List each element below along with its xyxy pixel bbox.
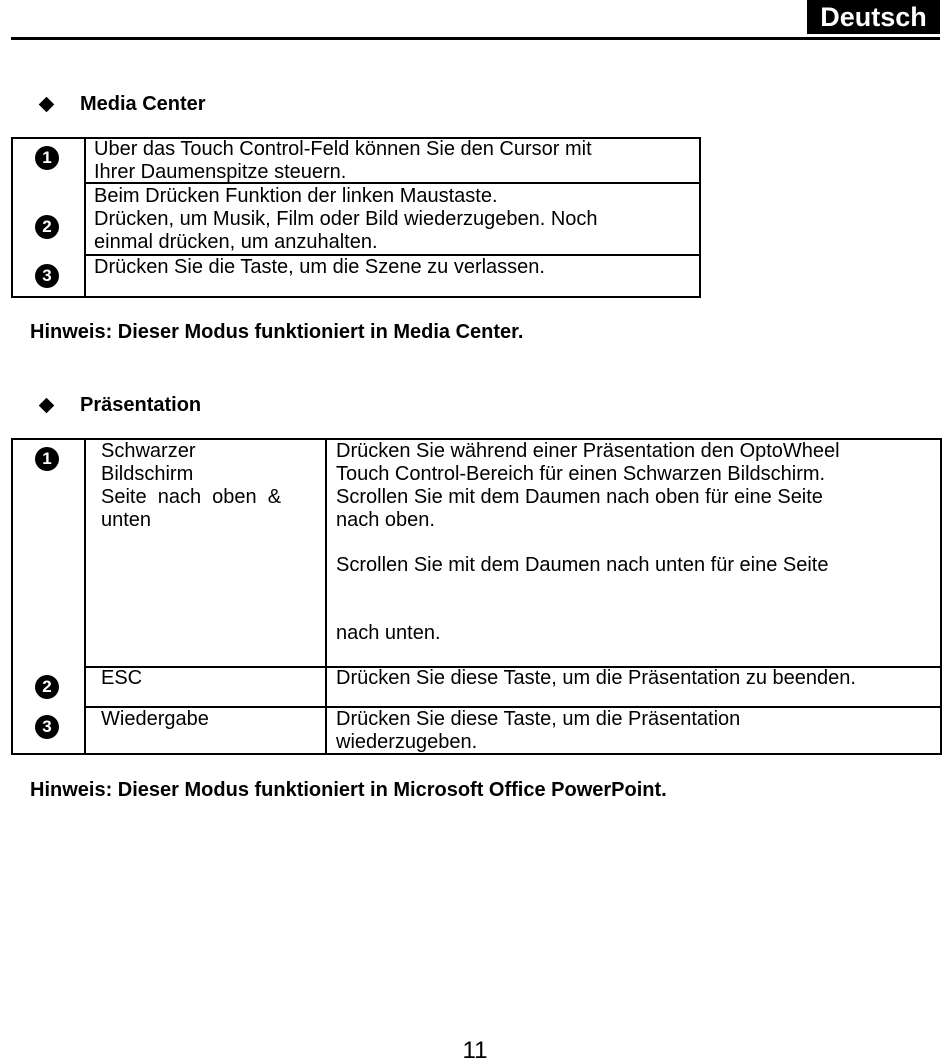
number-2-badge: 2 <box>35 675 59 699</box>
presentation-note: Hinweis: Dieser Modus funktioniert in Microsoft Office PowerPoint. <box>30 779 667 801</box>
presentation-row-1-desc-2: Scrollen Sie mit dem Daumen nach unten für eine Seite <box>336 554 829 576</box>
number-3-badge: 3 <box>35 715 59 739</box>
presentation-row-1-desc: Drücken Sie während einer Präsentation den OptoWheel Touch Control-Bereich für einen Schwarzen Bildschirm. Scrollen Sie mit dem Daumen nach oben für eine Seite nach oben. <box>336 440 840 531</box>
media-center-row-1-text: Uber das Touch Control-Feld können Sie den Cursor mit Ihrer Daumenspitze steuern. <box>94 138 592 183</box>
presentation-row-2-desc: Drücken Sie diese Taste, um die Präsentation zu beenden. <box>336 667 856 689</box>
diamond-bullet-icon <box>39 96 55 112</box>
presentation-row-3-label: Wiedergabe <box>101 708 209 730</box>
presentation-title: Präsentation <box>80 394 202 416</box>
presentation-row-1-label: Schwarzer Bildschirm <box>101 440 196 485</box>
media-center-column-divider <box>84 137 86 298</box>
diamond-bullet-icon <box>39 397 55 413</box>
presentation-row-2-label: ESC <box>101 667 143 689</box>
number-1-badge: 1 <box>35 447 59 471</box>
presentation-row-3-desc: Drücken Sie diese Taste, um die Präsentation wiederzugeben. <box>336 708 741 753</box>
presentation-heading <box>36 393 201 417</box>
number-2-badge: 2 <box>35 215 59 239</box>
media-center-heading <box>36 92 206 116</box>
media-center-row-3-text: Drücken Sie die Taste, um die Szene zu verlassen. <box>94 256 545 278</box>
presentation-row-1-desc-3: nach unten. <box>336 622 441 644</box>
presentation-row-1-label-2: Seite nach oben & unten <box>101 486 282 531</box>
number-3-badge: 3 <box>35 264 59 288</box>
media-center-row-2-text: Beim Drücken Funktion der linken Maustaste. Drücken, um Musik, Film oder Bild wiederzugeben. Noch einmal drücken, um anzuhalten. <box>94 185 598 253</box>
media-center-title: Media Center <box>80 93 206 115</box>
media-center-note: Hinweis: Dieser Modus funktioniert in Media Center. <box>30 321 524 343</box>
page-number: 11 <box>462 1037 488 1064</box>
language-badge: Deutsch <box>807 0 940 34</box>
header-rule <box>11 37 940 40</box>
number-1-badge: 1 <box>35 146 59 170</box>
